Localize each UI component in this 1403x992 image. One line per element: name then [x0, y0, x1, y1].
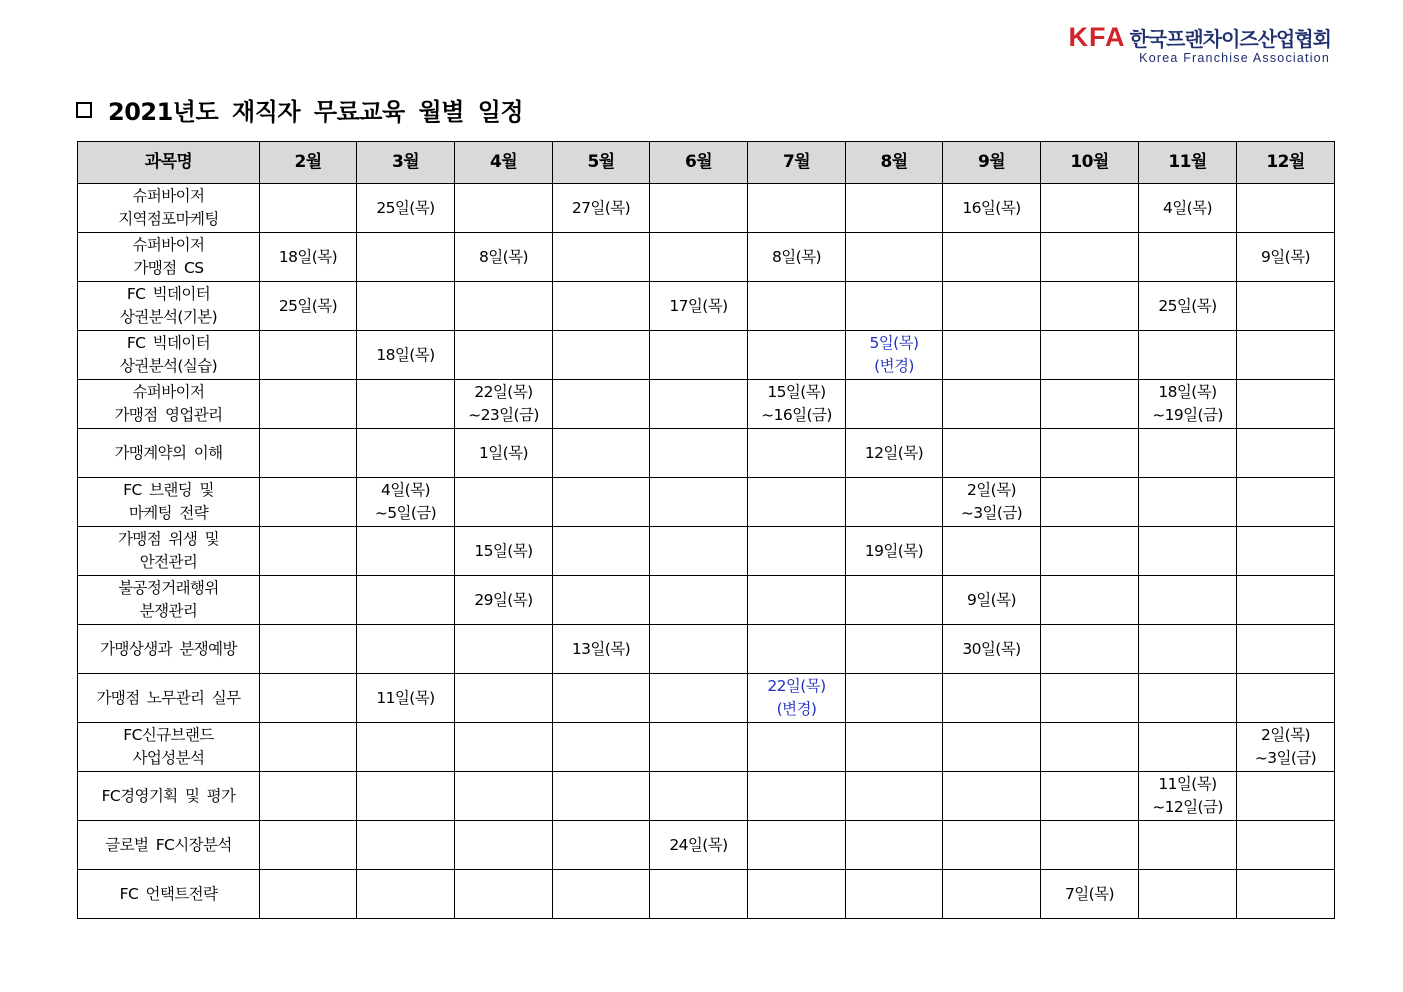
schedule-cell — [260, 772, 357, 821]
schedule-cell — [1237, 625, 1335, 674]
schedule-cell — [943, 576, 1041, 625]
table-row — [78, 821, 1335, 870]
schedule-cell — [748, 576, 846, 625]
schedule-cell — [846, 723, 943, 772]
column-header-month: 12월 — [1237, 142, 1335, 184]
schedule-cell — [748, 331, 846, 380]
schedule-cell — [943, 429, 1041, 478]
schedule-cell — [1041, 184, 1139, 233]
table-row — [78, 576, 1335, 625]
schedule-cell — [846, 821, 943, 870]
schedule-cell — [357, 821, 455, 870]
schedule-cell — [1139, 723, 1237, 772]
schedule-cell — [1041, 674, 1139, 723]
schedule-cell — [1237, 576, 1335, 625]
logo-brand: KFA — [1068, 22, 1126, 52]
schedule-cell — [455, 233, 553, 282]
schedule-cell — [846, 772, 943, 821]
table-row — [78, 723, 1335, 772]
subject-cell: 불공정거래행위 분쟁관리 — [78, 576, 260, 625]
schedule-cell — [1139, 821, 1237, 870]
logo-korean-name: 한국프랜차이즈산업협회 — [1129, 27, 1331, 51]
schedule-cell — [553, 331, 650, 380]
schedule-cell — [1041, 772, 1139, 821]
schedule-cell — [650, 821, 748, 870]
schedule-date: 25일(목) — [376, 198, 435, 217]
schedule-cell — [357, 772, 455, 821]
schedule-cell — [1237, 282, 1335, 331]
schedule-date: 18일(목) — [376, 345, 435, 364]
schedule-date: 27일(목) — [571, 198, 631, 217]
schedule-cell — [846, 527, 943, 576]
schedule-cell — [1041, 380, 1139, 429]
schedule-cell — [260, 331, 357, 380]
schedule-cell — [260, 821, 357, 870]
schedule-cell — [1139, 282, 1237, 331]
schedule-date: 15일(목) — [474, 541, 533, 560]
schedule-cell — [455, 723, 553, 772]
subject-cell: FC신규브랜드 사업성분석 — [78, 723, 260, 772]
schedule-cell — [553, 772, 650, 821]
schedule-cell — [455, 380, 553, 429]
schedule-cell — [1237, 772, 1335, 821]
schedule-cell — [357, 331, 455, 380]
schedule-date: 4일(목) — [1163, 198, 1212, 217]
schedule-cell — [1139, 429, 1237, 478]
schedule-cell — [943, 723, 1041, 772]
schedule-cell — [1041, 821, 1139, 870]
schedule-cell — [943, 380, 1041, 429]
subject-cell: FC 브랜딩 및 마케팅 전략 — [78, 478, 260, 527]
schedule-cell — [1139, 625, 1237, 674]
schedule-cell — [943, 527, 1041, 576]
schedule-cell — [1237, 478, 1335, 527]
changed-date: 22일(목) (변경) — [767, 677, 826, 718]
schedule-cell — [748, 821, 846, 870]
schedule-cell — [553, 674, 650, 723]
schedule-date: 11일(목) ~12일(금) — [1152, 775, 1223, 816]
schedule-cell — [1237, 184, 1335, 233]
schedule-cell — [553, 233, 650, 282]
schedule-cell — [553, 870, 650, 919]
table-row — [78, 625, 1335, 674]
schedule-cell — [1237, 331, 1335, 380]
schedule-cell — [846, 380, 943, 429]
schedule-date: 22일(목) ~23일(금) — [468, 383, 539, 424]
schedule-date: 7일(목) — [1065, 884, 1114, 903]
schedule-cell — [553, 282, 650, 331]
schedule-table — [77, 141, 1335, 919]
schedule-date: 19일(목) — [864, 541, 924, 560]
schedule-cell — [1041, 429, 1139, 478]
table-row — [78, 429, 1335, 478]
schedule-cell — [1237, 527, 1335, 576]
schedule-cell — [943, 674, 1041, 723]
subject-cell: FC 빅데이터 상권분석(기본) — [78, 282, 260, 331]
schedule-date: 16일(목) — [962, 198, 1021, 217]
schedule-cell — [943, 184, 1041, 233]
schedule-cell — [748, 723, 846, 772]
schedule-cell — [455, 527, 553, 576]
subject-cell: FC경영기획 및 평가 — [78, 772, 260, 821]
schedule-cell — [1237, 233, 1335, 282]
schedule-cell — [943, 331, 1041, 380]
schedule-cell — [650, 674, 748, 723]
schedule-cell — [553, 576, 650, 625]
schedule-cell — [650, 282, 748, 331]
schedule-date: 9일(목) — [1261, 247, 1310, 266]
schedule-cell — [650, 576, 748, 625]
schedule-cell — [748, 380, 846, 429]
schedule-date: 1일(목) — [479, 443, 528, 462]
schedule-cell — [357, 478, 455, 527]
schedule-cell — [1041, 282, 1139, 331]
schedule-cell — [455, 184, 553, 233]
subject-cell: 슈퍼바이저 가맹점 CS — [78, 233, 260, 282]
schedule-cell — [1139, 331, 1237, 380]
column-header-month: 11월 — [1139, 142, 1237, 184]
schedule-cell — [748, 870, 846, 919]
schedule-cell — [357, 674, 455, 723]
schedule-cell — [553, 625, 650, 674]
schedule-cell — [357, 184, 455, 233]
schedule-cell — [455, 772, 553, 821]
schedule-cell — [357, 870, 455, 919]
schedule-cell — [553, 429, 650, 478]
column-header-month: 2월 — [260, 142, 357, 184]
schedule-cell — [260, 429, 357, 478]
column-header-month: 6월 — [650, 142, 748, 184]
schedule-cell — [1139, 478, 1237, 527]
schedule-cell — [553, 723, 650, 772]
schedule-cell — [1139, 527, 1237, 576]
schedule-cell — [357, 380, 455, 429]
table-row — [78, 772, 1335, 821]
schedule-cell — [455, 576, 553, 625]
schedule-cell — [455, 674, 553, 723]
schedule-cell — [846, 625, 943, 674]
schedule-cell — [1139, 674, 1237, 723]
subject-cell: 가맹점 위생 및 안전관리 — [78, 527, 260, 576]
schedule-cell — [650, 527, 748, 576]
column-header-month: 8월 — [846, 142, 943, 184]
schedule-cell — [1041, 625, 1139, 674]
schedule-cell — [943, 625, 1041, 674]
schedule-cell — [846, 674, 943, 723]
schedule-cell — [748, 184, 846, 233]
schedule-cell — [650, 772, 748, 821]
schedule-cell — [1139, 772, 1237, 821]
schedule-cell — [650, 331, 748, 380]
schedule-cell — [748, 625, 846, 674]
schedule-cell — [1041, 870, 1139, 919]
schedule-cell — [553, 184, 650, 233]
schedule-cell — [1041, 576, 1139, 625]
schedule-cell — [748, 674, 846, 723]
schedule-cell — [748, 478, 846, 527]
checkbox-bullet-icon — [76, 102, 92, 118]
schedule-date: 17일(목) — [669, 296, 728, 315]
page-title — [76, 92, 523, 127]
schedule-cell — [846, 331, 943, 380]
schedule-date: 2일(목) ~3일(금) — [1254, 726, 1317, 767]
subject-cell: FC 언택트전략 — [78, 870, 260, 919]
logo-english-name: Korea Franchise Association — [1139, 51, 1330, 65]
schedule-cell — [846, 478, 943, 527]
schedule-cell — [1237, 674, 1335, 723]
schedule-date: 24일(목) — [669, 835, 728, 854]
schedule-cell — [1041, 723, 1139, 772]
schedule-cell — [846, 429, 943, 478]
schedule-date: 13일(목) — [571, 639, 631, 658]
schedule-cell — [748, 772, 846, 821]
subject-cell: FC 빅데이터 상권분석(실습) — [78, 331, 260, 380]
page-title-text: 2021년도 재직자 무료교육 월별 일정 — [108, 98, 524, 126]
schedule-cell — [1139, 184, 1237, 233]
schedule-cell — [455, 821, 553, 870]
schedule-date: 29일(목) — [474, 590, 533, 609]
schedule-cell — [260, 723, 357, 772]
schedule-cell — [650, 478, 748, 527]
schedule-cell — [260, 576, 357, 625]
schedule-date: 15일(목) ~16일(금) — [761, 383, 832, 424]
schedule-cell — [357, 576, 455, 625]
schedule-cell — [553, 380, 650, 429]
schedule-cell — [943, 772, 1041, 821]
schedule-date: 12일(목) — [864, 443, 924, 462]
table-row — [78, 674, 1335, 723]
schedule-date: 8일(목) — [772, 247, 821, 266]
schedule-cell — [455, 478, 553, 527]
schedule-cell — [846, 870, 943, 919]
column-header-month: 4월 — [455, 142, 553, 184]
column-header-month: 3월 — [357, 142, 455, 184]
schedule-date: 18일(목) ~19일(금) — [1152, 383, 1223, 424]
schedule-cell — [748, 429, 846, 478]
schedule-cell — [260, 233, 357, 282]
column-header-month: 7월 — [748, 142, 846, 184]
schedule-cell — [650, 429, 748, 478]
schedule-cell — [748, 233, 846, 282]
schedule-cell — [650, 870, 748, 919]
schedule-cell — [1041, 331, 1139, 380]
schedule-cell — [650, 184, 748, 233]
schedule-cell — [357, 233, 455, 282]
schedule-cell — [1237, 429, 1335, 478]
schedule-cell — [260, 282, 357, 331]
schedule-cell — [260, 478, 357, 527]
schedule-cell — [357, 282, 455, 331]
schedule-cell — [943, 870, 1041, 919]
schedule-date: 2일(목) ~3일(금) — [960, 481, 1023, 522]
subject-cell: 글로벌 FC시장분석 — [78, 821, 260, 870]
subject-cell: 슈퍼바이저 가맹점 영업관리 — [78, 380, 260, 429]
schedule-cell — [260, 527, 357, 576]
schedule-cell — [260, 380, 357, 429]
schedule-cell — [357, 527, 455, 576]
schedule-cell — [455, 870, 553, 919]
schedule-cell — [260, 184, 357, 233]
subject-cell: 슈퍼바이저 지역점포마케팅 — [78, 184, 260, 233]
subject-cell: 가맹상생과 분쟁예방 — [78, 625, 260, 674]
column-header-subject: 과목명 — [78, 142, 260, 184]
schedule-cell — [846, 282, 943, 331]
schedule-cell — [943, 282, 1041, 331]
schedule-cell — [1237, 821, 1335, 870]
schedule-cell — [260, 870, 357, 919]
logo-top-line — [1068, 22, 1331, 53]
kfa-logo — [1031, 22, 1331, 66]
schedule-cell — [943, 233, 1041, 282]
column-header-month: 9월 — [943, 142, 1041, 184]
schedule-cell — [1041, 233, 1139, 282]
schedule-date: 18일(목) — [278, 247, 338, 266]
subject-cell: 가맹계약의 이해 — [78, 429, 260, 478]
schedule-cell — [455, 625, 553, 674]
schedule-cell — [1041, 478, 1139, 527]
table-row — [78, 527, 1335, 576]
table-body — [78, 184, 1335, 919]
schedule-date: 11일(목) — [376, 688, 435, 707]
schedule-cell — [1139, 380, 1237, 429]
schedule-cell — [943, 478, 1041, 527]
table-header-row — [78, 142, 1335, 184]
schedule-cell — [650, 625, 748, 674]
schedule-cell — [748, 527, 846, 576]
schedule-date: 25일(목) — [1158, 296, 1217, 315]
table-row — [78, 282, 1335, 331]
schedule-cell — [1237, 870, 1335, 919]
schedule-cell — [846, 233, 943, 282]
column-header-month: 10월 — [1041, 142, 1139, 184]
schedule-cell — [650, 380, 748, 429]
schedule-cell — [846, 184, 943, 233]
schedule-cell — [357, 723, 455, 772]
schedule-cell — [1139, 576, 1237, 625]
schedule-cell — [260, 674, 357, 723]
schedule-cell — [455, 282, 553, 331]
schedule-cell — [1041, 527, 1139, 576]
subject-cell: 가맹점 노무관리 실무 — [78, 674, 260, 723]
schedule-cell — [846, 576, 943, 625]
table-row — [78, 380, 1335, 429]
table-row — [78, 870, 1335, 919]
schedule-date: 30일(목) — [962, 639, 1021, 658]
schedule-cell — [1237, 723, 1335, 772]
schedule-cell — [260, 625, 357, 674]
schedule-cell — [650, 723, 748, 772]
schedule-cell — [748, 282, 846, 331]
schedule-date: 4일(목) ~5일(금) — [374, 481, 437, 522]
column-header-month: 5월 — [553, 142, 650, 184]
schedule-cell — [1139, 870, 1237, 919]
changed-date: 5일(목) (변경) — [869, 334, 919, 375]
schedule-cell — [553, 478, 650, 527]
schedule-cell — [553, 527, 650, 576]
schedule-date: 9일(목) — [967, 590, 1016, 609]
schedule-cell — [943, 821, 1041, 870]
schedule-cell — [650, 233, 748, 282]
schedule-cell — [1139, 233, 1237, 282]
schedule-date: 25일(목) — [278, 296, 338, 315]
schedule-cell — [455, 429, 553, 478]
table-row — [78, 478, 1335, 527]
schedule-cell — [357, 429, 455, 478]
schedule-cell — [553, 821, 650, 870]
table-row — [78, 184, 1335, 233]
schedule-date: 8일(목) — [479, 247, 528, 266]
schedule-cell — [357, 625, 455, 674]
table-row — [78, 233, 1335, 282]
schedule-cell — [455, 331, 553, 380]
table-row — [78, 331, 1335, 380]
schedule-cell — [1237, 380, 1335, 429]
